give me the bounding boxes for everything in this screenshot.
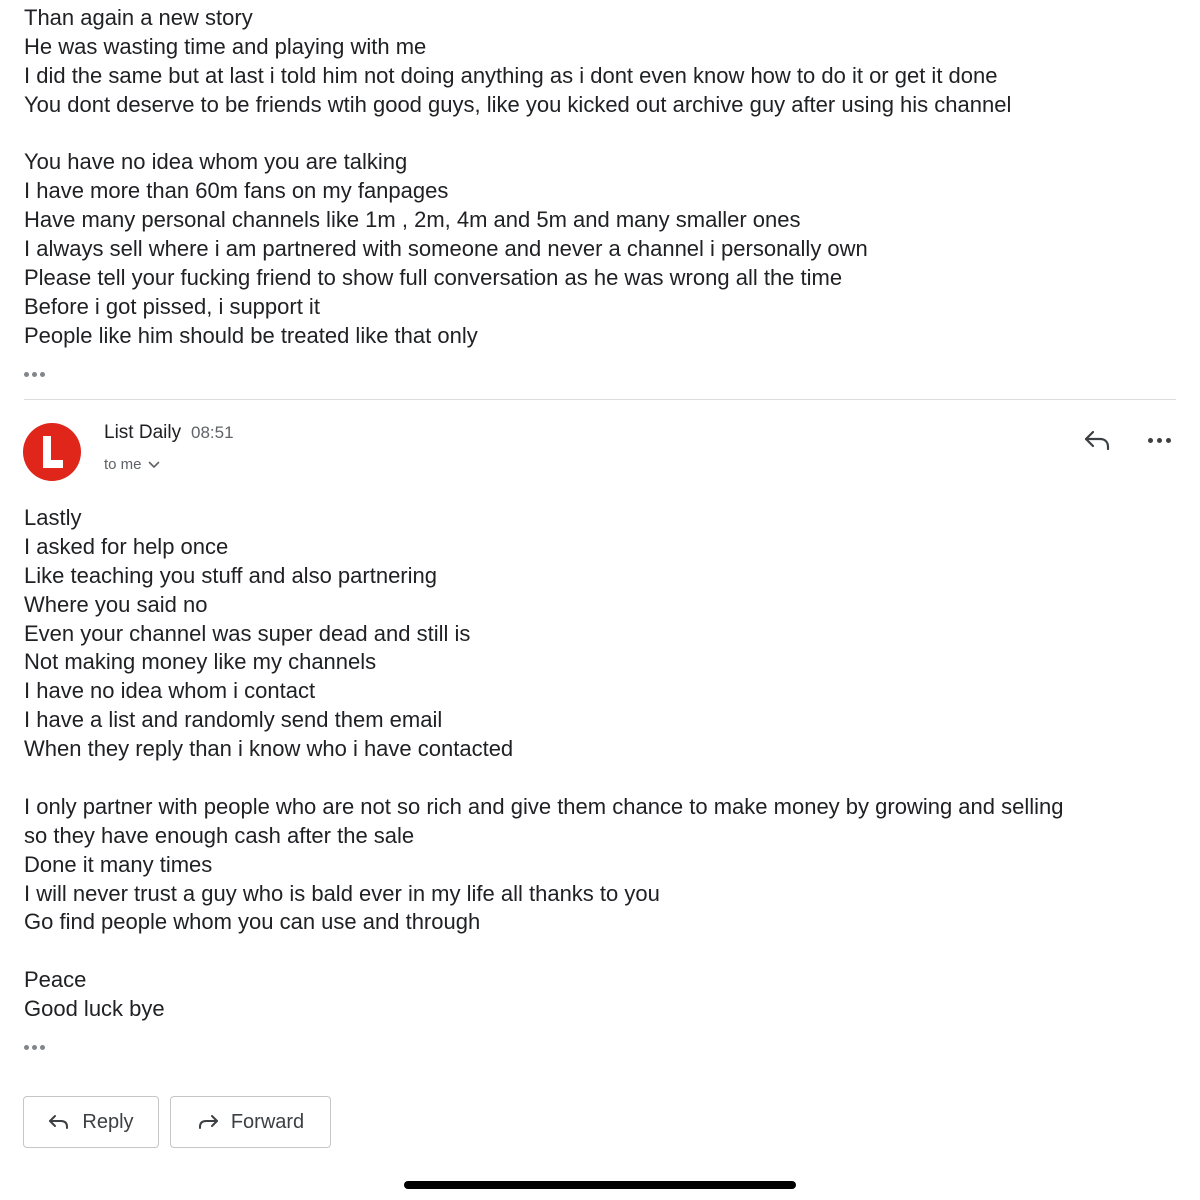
reply-button-label: Reply: [82, 1110, 134, 1133]
sent-time: 08:51: [191, 423, 234, 442]
body-line: I always sell where i am partnered with someone and never a channel i personally own: [24, 236, 868, 262]
body-line: He was wasting time and playing with me: [24, 33, 427, 59]
previous-message-body: [24, 4, 1176, 351]
body-line: People like him should be treated like that only: [24, 322, 478, 348]
reply-icon-button[interactable]: [1077, 420, 1117, 460]
show-trimmed-content-button[interactable]: [24, 367, 52, 381]
home-indicator[interactable]: [404, 1181, 796, 1189]
forward-arrow-icon: [197, 1113, 219, 1131]
forward-button-label: Forward: [230, 1110, 305, 1133]
ellipsis-dot-icon: [40, 372, 45, 377]
body-line: Please tell your fucking friend to show full conversation as he was wrong all the time: [24, 265, 843, 291]
ellipsis-dot-icon: [24, 1045, 29, 1050]
reply-arrow-icon: [48, 1113, 70, 1131]
body-line: Peace: [24, 967, 87, 993]
body-line: Even your channel was super dead and still is: [24, 620, 471, 646]
more-options-button[interactable]: [1139, 420, 1179, 460]
chevron-down-icon: [148, 461, 160, 469]
body-line: Good luck bye: [24, 996, 165, 1022]
body-line: I did the same but at last i told him not doing anything as i dont even know how to do it or get it done: [24, 62, 998, 88]
body-line: Before i got pissed, i support it: [24, 293, 320, 319]
body-line: I asked for help once: [24, 533, 229, 559]
body-line: I only partner with people who are not so rich and give them chance to make money by growing and selling: [24, 793, 1064, 819]
body-line: I will never trust a guy who is bald ever in my life all thanks to you: [24, 880, 660, 906]
body-line: so they have enough cash after the sale: [24, 822, 415, 848]
forward-button[interactable]: [170, 1096, 331, 1148]
body-line: I have more than 60m fans on my fanpages: [24, 178, 449, 204]
ellipsis-dot-icon: [32, 372, 37, 377]
body-line: When they reply than i know who i have contacted: [24, 736, 514, 762]
ellipsis-dot-icon: [32, 1045, 37, 1050]
body-line: Done it many times: [24, 851, 213, 877]
avatar-letter-icon: [23, 423, 81, 481]
sender-avatar[interactable]: [23, 423, 81, 481]
body-line: You dont deserve to be friends wtih good guys, like you kicked out archive guy after using his channel: [24, 91, 1012, 117]
ellipsis-dot-icon: [40, 1045, 45, 1050]
more-horizontal-icon: [1148, 438, 1171, 443]
body-line: You have no idea whom you are talking: [24, 149, 408, 175]
ellipsis-dot-icon: [24, 372, 29, 377]
reply-arrow-icon: [1083, 428, 1111, 452]
body-line: Go find people whom you can use and through: [24, 909, 481, 935]
blank-line: [24, 937, 1176, 966]
body-line: Not making money like my channels: [24, 649, 377, 675]
sender-name[interactable]: List Daily: [104, 422, 182, 443]
body-line: Lastly: [24, 505, 82, 530]
body-line: Than again a new story: [24, 5, 253, 30]
blank-line: [24, 764, 1176, 793]
message-body: [24, 504, 1176, 1024]
body-line: Like teaching you stuff and also partnering: [24, 562, 437, 588]
body-line: I have no idea whom i contact: [24, 678, 316, 704]
show-trimmed-content-button[interactable]: [24, 1040, 52, 1054]
blank-line: [24, 120, 1176, 149]
reply-button[interactable]: [23, 1096, 159, 1148]
recipient-label: to me: [104, 456, 142, 473]
body-line: Have many personal channels like 1m , 2m, 4m and 5m and many smaller ones: [24, 207, 801, 233]
body-line: I have a list and randomly send them email: [24, 707, 443, 733]
recipient-details-toggle[interactable]: [104, 456, 160, 473]
message-divider: [24, 399, 1176, 400]
body-line: Where you said no: [24, 591, 208, 617]
